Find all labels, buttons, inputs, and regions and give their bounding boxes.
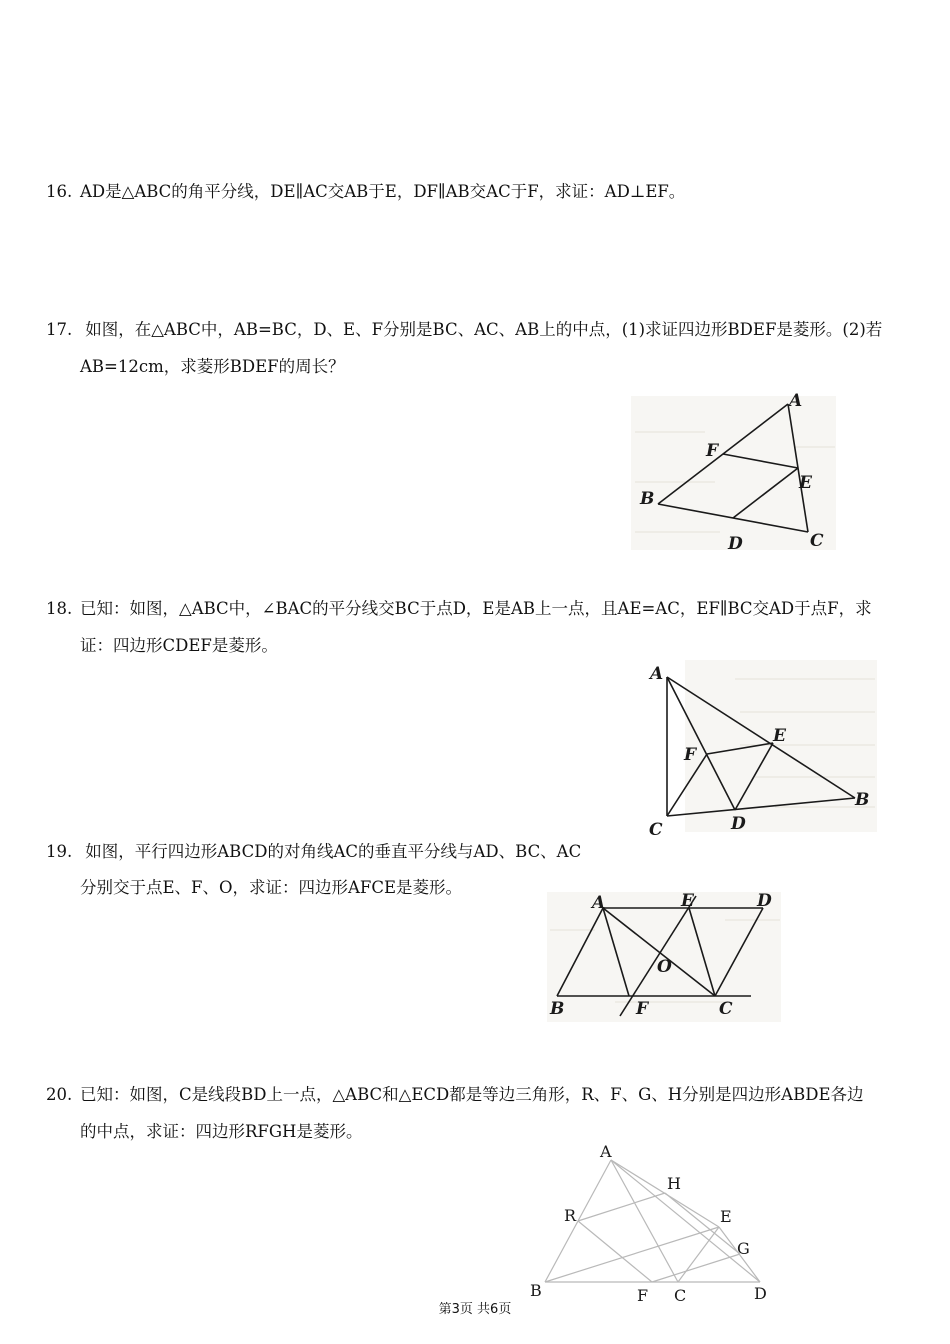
problem-17-text-1: 如图，在△ABC中，AB=BC，D、E、F分别是BC、AC、AB上的中点，(1)求证四边形BDEF是菱形。(2)若: [80, 320, 883, 339]
fig18-label-B: B: [855, 790, 870, 810]
fig18-label-E: E: [773, 726, 786, 746]
fig20-label-G: G: [737, 1239, 750, 1258]
problem-20-text-1: 已知：如图，C是线段BD上一点，△ABC和△ECD都是等边三角形，R、F、G、H分别是四边形ABDE各边: [80, 1085, 864, 1104]
problem-20-line-2: 的中点，求证：四边形RFGH是菱形。: [80, 1122, 363, 1141]
fig19-label-B: B: [550, 999, 565, 1019]
fig18-label-A: A: [650, 664, 664, 684]
problem-16-text: AD是△ABC的角平分线，DE∥AC交AB于E，DF∥AB交AC于F，求证：AD⊥EF。: [80, 182, 686, 201]
fig19-label-O: O: [657, 957, 672, 977]
figure-19: [545, 890, 785, 1029]
fig19-label-D: D: [757, 891, 772, 911]
fig18-label-C: C: [649, 820, 663, 839]
problem-20-line-1: [46, 1084, 863, 1106]
fig20-label-C: C: [674, 1286, 687, 1305]
problem-17-line-1: [46, 319, 882, 341]
problem-17-number: 17.: [46, 320, 73, 339]
problem-16-number: 16.: [46, 182, 73, 201]
fig18-label-F: F: [684, 745, 697, 765]
fig17-label-A: A: [789, 392, 803, 411]
fig20-label-B: B: [530, 1281, 542, 1300]
problem-18-text-1: 已知：如图，△ABC中，∠BAC的平分线交BC于点D，E是AB上一点，且AE=AC，EF∥BC交AD于点F，求: [80, 599, 872, 618]
problem-19-line-2: 分别交于点E、F、O，求证：四边形AFCE是菱形。: [80, 878, 463, 897]
fig20-label-E: E: [720, 1207, 732, 1226]
fig17-label-E: E: [799, 473, 812, 493]
page-footer: 第3页 共6页: [438, 1302, 512, 1317]
fig17-label-C: C: [810, 531, 824, 551]
problem-17-line-2: AB=12cm，求菱形BDEF的周长？: [80, 357, 345, 376]
figure-17: [625, 392, 840, 558]
fig20-label-D: D: [754, 1284, 767, 1303]
problem-18-line-2: 证：四边形CDEF是菱形。: [80, 636, 278, 655]
figure-20: [520, 1140, 780, 1309]
fig19-label-E: E: [681, 891, 694, 911]
problem-19-text-1: 如图，平行四边形ABCD的对角线AC的垂直平分线与AD、BC、AC: [80, 842, 582, 861]
problem-20-number: 20.: [46, 1085, 73, 1104]
fig20-label-H: H: [667, 1174, 681, 1193]
fig17-label-D: D: [728, 534, 743, 554]
problem-19-number: 19.: [46, 842, 73, 861]
fig20-label-R: R: [564, 1206, 577, 1225]
fig19-label-A: A: [592, 893, 606, 913]
fig20-label-F: F: [637, 1286, 649, 1305]
problem-16-line-1: [46, 181, 685, 203]
fig17-label-F: F: [706, 441, 719, 461]
fig19-label-F: F: [636, 999, 649, 1019]
problem-18-number: 18.: [46, 599, 73, 618]
figure-18: [645, 657, 880, 843]
fig19-label-C: C: [719, 999, 733, 1019]
fig17-label-B: B: [640, 489, 655, 509]
problem-19-line-1: [46, 841, 581, 863]
fig18-label-D: D: [731, 814, 746, 834]
problem-18-line-1: [46, 598, 872, 620]
fig20-label-A: A: [600, 1142, 612, 1161]
